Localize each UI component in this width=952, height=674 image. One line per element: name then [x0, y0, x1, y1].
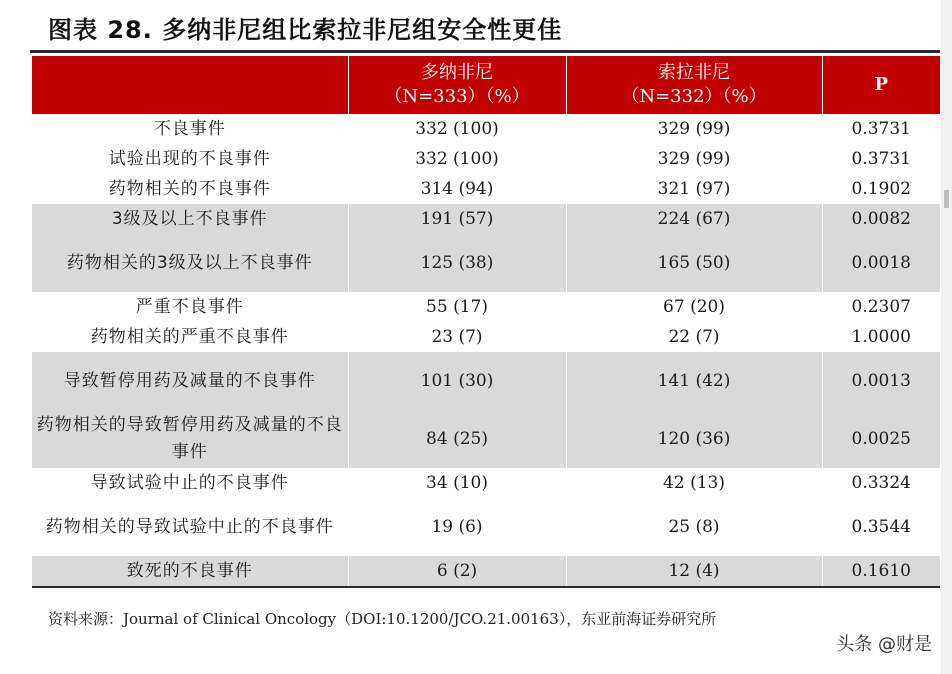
cell-sorafenib: 329 (99): [566, 114, 822, 144]
table-row: [32, 292, 940, 322]
safety-table-container: [32, 56, 940, 588]
cell-event-label: 药物相关的不良事件: [108, 178, 271, 199]
table-row: [32, 144, 940, 174]
cell-p-value: 0.0018: [822, 234, 940, 292]
header-donafenib: [348, 56, 566, 114]
cell-sorafenib: 25 (8): [566, 498, 822, 556]
cell-donafenib: 84 (25): [348, 410, 566, 468]
header-donafenib-name: 多纳非尼: [421, 62, 493, 83]
cell-event-label: 药物相关的严重不良事件: [90, 326, 289, 347]
cell-p-value: 0.2307: [822, 292, 940, 322]
cell-event-label: 严重不良事件: [135, 296, 244, 317]
cell-donafenib: 125 (38): [348, 234, 566, 292]
cell-sorafenib: 120 (36): [566, 410, 822, 468]
cell-event-label: 药物相关的导致暂停用药及减量的不良事件: [32, 410, 348, 468]
cell-event-label: 药物相关的3级及以上不良事件: [32, 234, 348, 292]
cell-event-label: 不良事件: [153, 118, 226, 139]
cell-event-label: 导致暂停用药及减量的不良事件: [32, 352, 348, 410]
header-donafenib-n: （N=333）（%）: [384, 86, 530, 107]
table-row: [32, 204, 940, 234]
cell-donafenib: 332 (100): [348, 144, 566, 174]
cell-p-value: 0.0025: [822, 410, 940, 468]
table-row: [32, 410, 940, 468]
cell-sorafenib: 22 (7): [566, 322, 822, 352]
cell-sorafenib: 321 (97): [566, 174, 822, 204]
figure-title: 图表 28. 多纳非尼组比索拉非尼组安全性更佳: [48, 16, 563, 44]
cell-donafenib: 34 (10): [348, 468, 566, 498]
cell-donafenib: 23 (7): [348, 322, 566, 352]
cell-p-value: 0.3731: [822, 144, 940, 174]
scrollbar[interactable]: [941, 0, 952, 674]
watermark: 头条 @财是: [836, 634, 932, 655]
cell-donafenib: 332 (100): [348, 114, 566, 144]
header-sorafenib: [566, 56, 822, 114]
cell-event-label: 导致试验中止的不良事件: [90, 472, 289, 493]
table-row: [32, 498, 940, 556]
cell-p-value: 0.0082: [822, 204, 940, 234]
cell-sorafenib: 12 (4): [566, 556, 822, 586]
cell-p-value: 0.3731: [822, 114, 940, 144]
table-row: [32, 468, 940, 498]
header-event: [32, 56, 348, 114]
table-row: [32, 174, 940, 204]
table-bottom-rule: [32, 586, 940, 588]
safety-table: [32, 56, 940, 586]
cell-donafenib: 6 (2): [348, 556, 566, 586]
cell-donafenib: 314 (94): [348, 174, 566, 204]
cell-p-value: 0.3544: [822, 498, 940, 556]
cell-sorafenib: 165 (50): [566, 234, 822, 292]
cell-donafenib: 101 (30): [348, 352, 566, 410]
source-note: 资料来源：Journal of Clinical Oncology（DOI:10.1200/JCO.21.00163），东亚前海证券研究所: [48, 610, 717, 628]
table-row: [32, 352, 940, 410]
cell-sorafenib: 67 (20): [566, 292, 822, 322]
table-row: [32, 556, 940, 586]
cell-p-value: 1.0000: [822, 322, 940, 352]
cell-p-value: 0.1902: [822, 174, 940, 204]
cell-donafenib: 55 (17): [348, 292, 566, 322]
title-divider: [30, 50, 940, 53]
cell-sorafenib: 329 (99): [566, 144, 822, 174]
cell-donafenib: 191 (57): [348, 204, 566, 234]
table-row: [32, 322, 940, 352]
cell-donafenib: 19 (6): [348, 498, 566, 556]
cell-p-value: 0.3324: [822, 468, 940, 498]
cell-sorafenib: 141 (42): [566, 352, 822, 410]
table-row: [32, 234, 940, 292]
cell-event-label: 3级及以上不良事件: [32, 204, 348, 234]
cell-p-value: 0.1610: [822, 556, 940, 586]
scrollbar-thumb[interactable]: [944, 190, 949, 208]
cell-event-label: 试验出现的不良事件: [108, 148, 271, 169]
cell-sorafenib: 42 (13): [566, 468, 822, 498]
header-sorafenib-n: （N=332）（%）: [621, 86, 767, 107]
header-sorafenib-name: 索拉非尼: [658, 62, 730, 83]
cell-event-label: 药物相关的导致试验中止的不良事件: [45, 516, 334, 537]
header-p-value: P: [822, 56, 940, 114]
table-row: [32, 114, 940, 144]
cell-p-value: 0.0013: [822, 352, 940, 410]
table-header-row: [32, 56, 940, 114]
cell-event-label: 致死的不良事件: [32, 556, 348, 586]
table-body: [32, 114, 940, 586]
cell-sorafenib: 224 (67): [566, 204, 822, 234]
